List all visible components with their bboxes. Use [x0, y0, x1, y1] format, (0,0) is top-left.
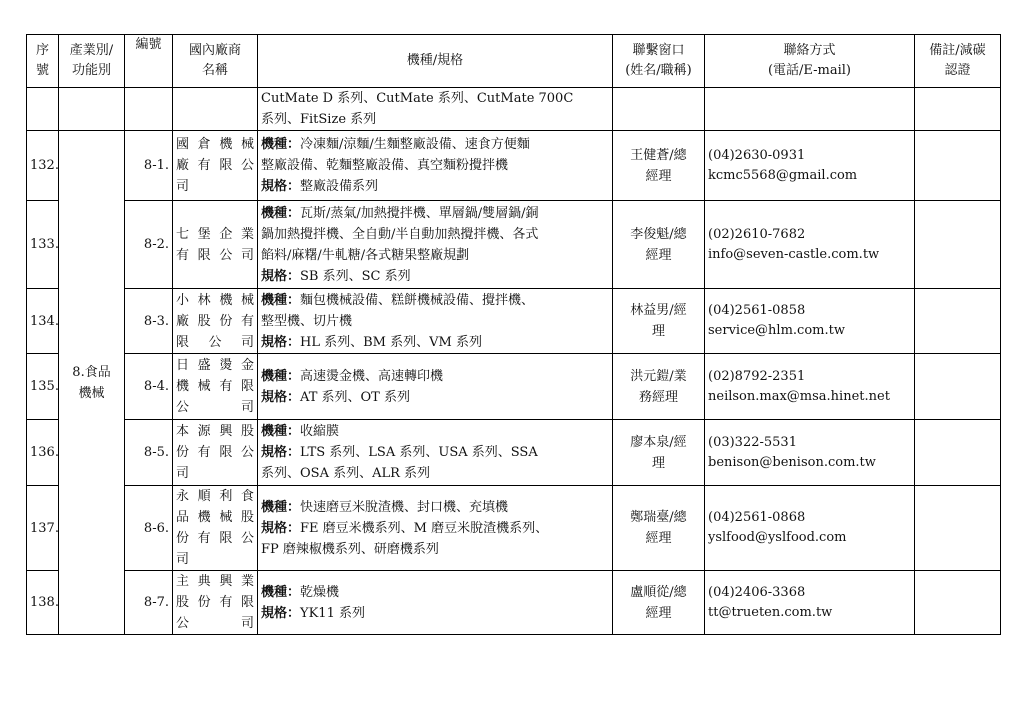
contact-cell [705, 289, 915, 354]
spec-cell: 機種：快速磨豆米脫渣機、封口機、充填機 規格：FE 磨豆米機系列、M 磨豆米脫渣機系列、 FP 磨辣椒機系列、研磨機系列 [258, 486, 613, 571]
table-row [27, 571, 1001, 635]
company-cell: 國倉機械 廠有限公 司 [173, 131, 258, 201]
spec-label: 規格： [261, 520, 301, 536]
phone: (04)2561-0858 [708, 303, 806, 318]
company-cell: 永順利食 品機械股 份有限公 司 [173, 486, 258, 571]
spec-cell: 機種：冷凍麵/涼麵/生麵整廠設備、速食方便麵 整廠設備、乾麵整廠設備、真空麵粉攪拌機 規格：整廠設備系列 [258, 131, 613, 201]
code-cell: 8-4. [125, 354, 173, 420]
spec-label: 規格： [261, 445, 301, 460]
email: service@hlm.com.tw [708, 323, 845, 338]
contact-cell [705, 354, 915, 420]
remark-cell [915, 201, 1001, 289]
table-row [27, 420, 1001, 486]
header-window: 聯繫窗口 (姓名/職稱) [613, 35, 705, 88]
contact-cell [705, 131, 915, 201]
remark-cell [915, 486, 1001, 571]
email: info@seven-castle.com.tw [708, 246, 880, 262]
spec-label: 規格： [261, 268, 301, 284]
vendor-table [26, 34, 1001, 635]
header-company: 國內廠商 名稱 [173, 35, 258, 88]
code-cell: 8-6. [125, 486, 173, 571]
spec-cell: 機種：乾燥機 規格：YK11 系列 [258, 571, 613, 635]
continuation-row [27, 88, 1001, 131]
code-cell: 8-7. [125, 571, 173, 635]
seq-cell: 137. [27, 486, 59, 571]
remark-cell [915, 131, 1001, 201]
seq-cell: 133. [27, 201, 59, 289]
continuation-spec: CutMate D 系列、CutMate 系列、CutMate 700C 系列、FitSize 系列 [258, 88, 613, 131]
table-row [27, 131, 1001, 201]
window-cell: 洪元鎧/業 務經理 [613, 354, 705, 420]
header-industry: 產業別/ 功能別 [59, 35, 125, 88]
company-cell: 七堡企業 有限公司 [173, 201, 258, 289]
window-cell: 王健蒼/總 經理 [613, 131, 705, 201]
model-label: 機種： [261, 137, 301, 152]
spec-label: 規格： [261, 389, 301, 405]
contact-cell [705, 571, 915, 635]
email: kcmc5568@gmail.com [708, 167, 858, 183]
window-cell: 鄭瑞臺/總 經理 [613, 486, 705, 571]
code-cell: 8-2. [125, 201, 173, 289]
spec-cell: 機種：瓦斯/蒸氣/加熱攪拌機、單層鍋/雙層鍋/銅 鍋加熱攪拌機、全自動/半自動加熱攪拌機、各式 餡料/麻糬/牛軋糖/各式糖果整廠規劃 規格：SB 系列、SC 系列 [258, 201, 613, 289]
window-cell: 林益男/經 理 [613, 289, 705, 354]
seq-cell: 138. [27, 571, 59, 635]
table-row [27, 486, 1001, 571]
header-contact: 聯絡方式 (電話/E-mail) [705, 35, 915, 88]
company-cell: 主典興業 股份有限 公司 [173, 571, 258, 635]
table-row [27, 201, 1001, 289]
phone: (02)8792-2351 [708, 368, 806, 384]
phone: (02)2610-7682 [708, 226, 806, 242]
email: tt@trueten.com.tw [708, 604, 833, 620]
phone: (03)322-5531 [708, 434, 797, 450]
table-row [27, 289, 1001, 354]
seq-cell: 132. [27, 131, 59, 201]
spec-label: 規格： [261, 334, 301, 350]
window-cell: 盧順從/總 經理 [613, 571, 705, 635]
header-row [27, 35, 1001, 88]
spec-cell: 機種：收縮膜 規格：LTS 系列、LSA 系列、USA 系列、SSA 系列、OSA 系列、ALR 系列 [258, 420, 613, 486]
spec-label: 規格： [261, 605, 301, 621]
contact-cell [705, 486, 915, 571]
model-label: 機種： [261, 499, 301, 515]
email: yslfood@yslfood.com [708, 530, 847, 545]
email: benison@benison.com.tw [708, 454, 876, 470]
company-cell: 日盛燙金 機械有限 公司 [173, 354, 258, 420]
spec-cell: 機種：高速燙金機、高速轉印機 規格：AT 系列、OT 系列 [258, 354, 613, 420]
phone: (04)2561-0868 [708, 510, 806, 525]
phone: (04)2406-3368 [708, 584, 806, 600]
window-cell: 廖本泉/經 理 [613, 420, 705, 486]
model-label: 機種： [261, 584, 301, 600]
window-cell: 李俊魁/總 經理 [613, 201, 705, 289]
model-label: 機種： [261, 368, 301, 384]
table-row [27, 354, 1001, 420]
model-label: 機種： [261, 205, 301, 221]
email: neilson.max@msa.hinet.net [708, 388, 890, 404]
header-code: 編號 [125, 35, 173, 88]
remark-cell [915, 571, 1001, 635]
seq-cell: 135. [27, 354, 59, 420]
industry-cell: 8.食品 機械 [59, 131, 125, 635]
seq-cell: 134. [27, 289, 59, 354]
contact-cell [705, 201, 915, 289]
contact-cell [705, 420, 915, 486]
code-cell: 8-5. [125, 420, 173, 486]
phone: (04)2630-0931 [708, 147, 806, 163]
code-cell: 8-3. [125, 289, 173, 354]
company-cell: 小林機械 廠股份有 限公司 [173, 289, 258, 354]
model-label: 機種： [261, 292, 301, 308]
company-cell: 本源興股 份有限公 司 [173, 420, 258, 486]
header-spec: 機種/規格 [258, 35, 613, 88]
remark-cell [915, 289, 1001, 354]
code-cell: 8-1. [125, 131, 173, 201]
remark-cell [915, 354, 1001, 420]
header-remark: 備註/減碳 認證 [915, 35, 1001, 88]
model-label: 機種： [261, 424, 301, 439]
spec-label: 規格： [261, 179, 301, 194]
spec-cell: 機種：麵包機械設備、糕餅機械設備、攪拌機、 整型機、切片機 規格：HL 系列、BM 系列、VM 系列 [258, 289, 613, 354]
remark-cell [915, 420, 1001, 486]
seq-cell: 136. [27, 420, 59, 486]
header-seq: 序 號 [27, 35, 59, 88]
